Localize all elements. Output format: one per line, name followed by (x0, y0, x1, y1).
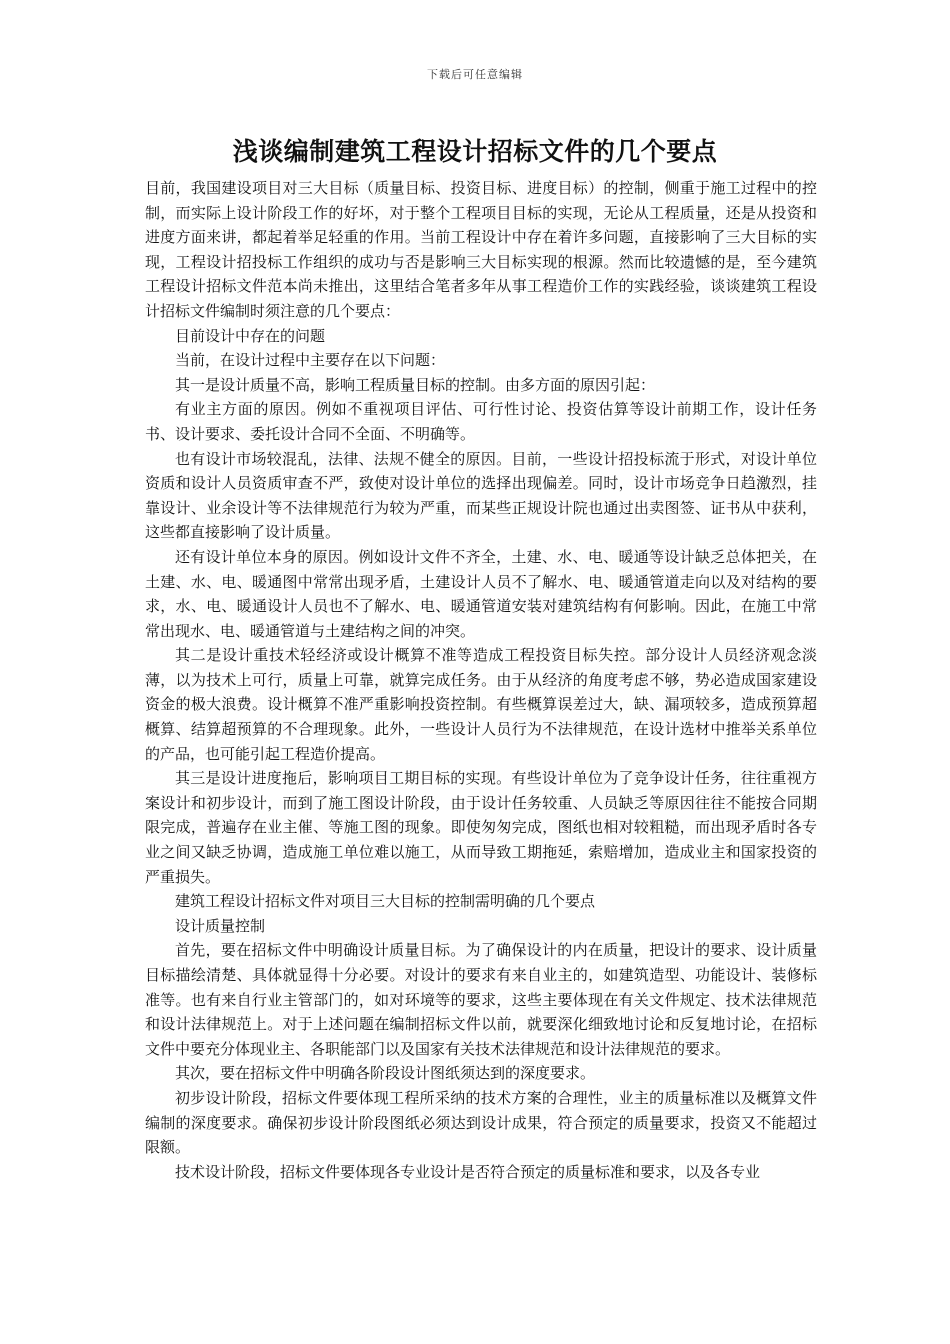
paragraph: 有业主方面的原因。例如不重视项目评估、可行性讨论、投资估算等设计前期工作，设计任务书、设计要求、委托设计合同不全面、不明确等。 (145, 400, 817, 443)
paragraph-intro: 目前，我国建设项目对三大目标（质量目标、投资目标、进度目标）的控制，侧重于施工过程中的控制，而实际上设计阶段工作的好坏，对于整个工程项目目标的实现，无论从工程质量，还是从投资和进度方面来讲，都起着举足轻重的作用。当前工程设计中存在着许多问题，直接影响了三大目标的实现，工程设计招投标工作组织的成功与否是影响三大目标实现的根源。然而比较遗憾的是，至今建筑工程设计招标文件范本尚未推出，这里结合笔者多年从事工程造价工作的实践经验，谈谈建筑工程设计招标文件编制时须注意的几个要点： (145, 179, 817, 320)
document-body (145, 176, 817, 1184)
paragraph: 当前，在设计过程中主要存在以下问题： (175, 351, 446, 370)
paragraph-heading-key-points: 建筑工程设计招标文件对项目三大目标的控制需明确的几个要点 (175, 892, 596, 911)
paragraph-heading-problems: 目前设计中存在的问题 (175, 326, 326, 345)
paragraph: 技术设计阶段，招标文件要体现各专业设计是否符合预定的质量标准和要求，以及各专业 (175, 1162, 761, 1181)
paragraph: 还有设计单位本身的原因。例如设计文件不齐全，土建、水、电、暖通等设计缺乏总体把关，在土建、水、电、暖通图中常常出现矛盾，土建设计人员不了解水、电、暖通管道走向以及对结构的要求，水、电、暖通设计人员也不了解水、电、暖通管道安装对建筑结构有何影响。因此，在施工中常常出现水、电、暖通管道与土建结构之间的冲突。 (145, 547, 817, 640)
paragraph: 其次，要在招标文件中明确各阶段设计图纸须达到的深度要求。 (175, 1064, 596, 1083)
paragraph: 初步设计阶段，招标文件要体现工程所采纳的技术方案的合理性，业主的质量标准以及概算文件编制的深度要求。确保初步设计阶段图纸必须达到设计成果，符合预定的质量要求，投资又不能超过限额。 (145, 1088, 817, 1157)
paragraph: 其三是设计进度拖后，影响项目工期目标的实现。有些设计单位为了竞争设计任务，往往重视方案设计和初步设计，而到了施工图设计阶段，由于设计任务较重、人员缺乏等原因往往不能按合同期限完成，普遍存在业主催、等施工图的现象。即使匆匆完成，图纸也相对较粗糙，而出现矛盾时各专业之间又缺乏协调，造成施工单位难以施工，从而导致工期拖延，索赔增加，造成业主和国家投资的严重损失。 (145, 769, 817, 886)
header-note: 下载后可任意编辑 (427, 68, 523, 81)
paragraph: 其二是设计重技术轻经济或设计概算不准等造成工程投资目标失控。部分设计人员经济观念淡薄，以为技术上可行，质量上可靠，就算完成任务。由于从经济的角度考虑不够，势必造成国家建设资金的极大浪费。设计概算不准严重影响投资控制。有些概算误差过大，缺、漏项较多，造成预算超概算、结算超预算的不合理现象。此外，一些设计人员行为不法律规范，在设计选材中推举关系单位的产品，也可能引起工程造价提高。 (145, 646, 817, 763)
paragraph: 首先，要在招标文件中明确设计质量目标。为了确保设计的内在质量，把设计的要求、设计质量目标描绘清楚、具体就显得十分必要。对设计的要求有来自业主的，如建筑造型、功能设计、装修标准等。也有来自行业主管部门的，如对环境等的要求，这些主要体现在有关文件规定、技术法律规范和设计法律规范上。对于上述问题在编制招标文件以前，就要深化细致地讨论和反复地讨论，在招标文件中要充分体现业主、各职能部门以及国家有关技术法律规范和设计法律规范的要求。 (145, 941, 817, 1058)
paragraph: 也有设计市场较混乱，法律、法规不健全的原因。目前，一些设计招投标流于形式，对设计单位资质和设计人员资质审查不严，致使对设计单位的选择出现偏差。同时，设计市场竞争日趋激烈，挂靠设计、业余设计等不法律规范行为较为严重，而某些正规设计院也通过出卖图签、证书从中获利，这些都直接影响了设计质量。 (145, 449, 817, 542)
paragraph-heading-quality-control: 设计质量控制 (175, 916, 266, 935)
document-title: 浅谈编制建筑工程设计招标文件的几个要点 (232, 137, 718, 166)
paragraph: 其一是设计质量不高，影响工程质量目标的控制。由多方面的原因引起： (175, 375, 656, 394)
